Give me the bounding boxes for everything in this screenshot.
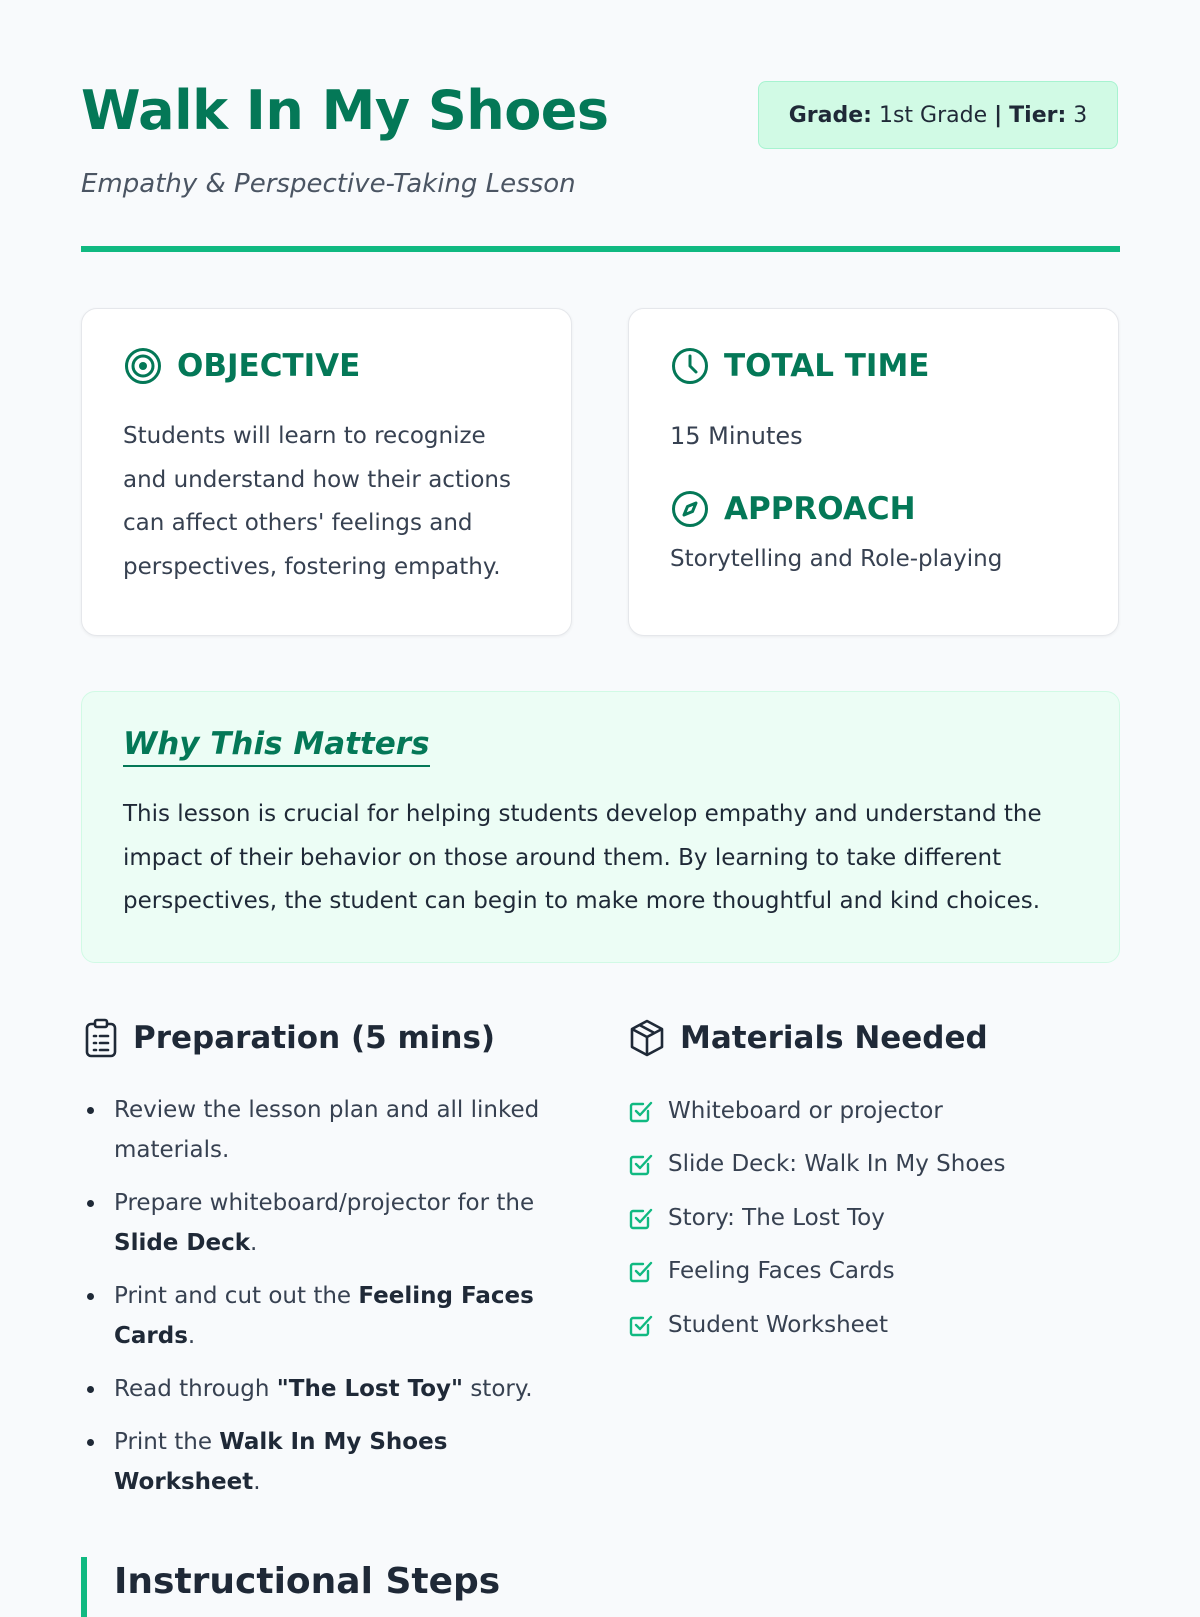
list-item: Print the Walk In My Shoes Worksheet. xyxy=(81,1422,591,1502)
list-item: Slide Deck: Walk In My Shoes xyxy=(628,1144,1108,1198)
list-item: Student Worksheet xyxy=(628,1304,1108,1358)
preparation-heading-text: Preparation (5 mins) xyxy=(133,1020,496,1056)
materials-list xyxy=(628,1090,1108,1358)
page-title: Walk In My Shoes xyxy=(81,79,609,142)
page-subtitle: Empathy & Perspective-Taking Lesson xyxy=(81,169,576,199)
check-square-icon xyxy=(628,1258,654,1284)
approach-heading-text: APPROACH xyxy=(724,491,916,527)
list-item: Print and cut out the Feeling Faces Cards. xyxy=(81,1276,591,1356)
target-icon xyxy=(123,346,163,386)
approach-value: Storytelling and Role-playing xyxy=(670,546,1003,572)
materials-heading-text: Materials Needed xyxy=(680,1020,988,1056)
grade-tier-badge xyxy=(758,81,1118,149)
preparation-heading xyxy=(83,1018,495,1058)
total-time-heading xyxy=(670,346,929,386)
compass-icon xyxy=(670,489,710,529)
total-time-heading-text: TOTAL TIME xyxy=(724,348,930,384)
header-divider xyxy=(81,246,1120,252)
steps-accent-bar xyxy=(81,1557,87,1617)
objective-heading xyxy=(123,346,360,386)
check-square-icon xyxy=(628,1151,654,1177)
why-this-matters-title: Why This Matters xyxy=(123,724,430,767)
badge-separator: | xyxy=(994,102,1003,128)
list-item: Whiteboard or projector xyxy=(628,1090,1108,1144)
box-icon xyxy=(628,1018,666,1058)
total-time-value: 15 Minutes xyxy=(670,422,803,450)
tier-label: Tier: xyxy=(1009,102,1067,128)
instructional-steps-heading: Instructional Steps xyxy=(114,1561,501,1602)
check-square-icon xyxy=(628,1312,654,1338)
time-approach-card xyxy=(628,308,1119,636)
approach-heading xyxy=(670,489,916,529)
objective-heading-text: OBJECTIVE xyxy=(177,348,361,384)
list-item: Story: The Lost Toy xyxy=(628,1197,1108,1251)
list-item: Read through "The Lost Toy" story. xyxy=(81,1369,591,1409)
grade-label: Grade: xyxy=(788,102,872,128)
clipboard-icon xyxy=(83,1018,119,1058)
why-this-matters-box xyxy=(81,691,1120,963)
materials-heading xyxy=(628,1018,988,1058)
objective-text: Students will learn to recognize and understand how their actions can affect others' feelings and perspectives, fostering empathy. xyxy=(123,423,511,580)
tier-value: 3 xyxy=(1073,102,1088,128)
why-this-matters-text: This lesson is crucial for helping students develop empathy and understand the impact of their behavior on those around them. By learning to take different perspectives, the student can begin to make more thoughtful and kind choices. xyxy=(123,801,1042,914)
list-item: Feeling Faces Cards xyxy=(628,1251,1108,1305)
list-item: Prepare whiteboard/projector for the Slide Deck. xyxy=(81,1183,591,1263)
check-square-icon xyxy=(628,1205,654,1231)
grade-value: 1st Grade xyxy=(878,102,988,128)
list-item: Review the lesson plan and all linked materials. xyxy=(81,1090,591,1170)
objective-card xyxy=(81,308,572,636)
preparation-list xyxy=(81,1090,591,1515)
clock-icon xyxy=(670,346,710,386)
check-square-icon xyxy=(628,1098,654,1124)
